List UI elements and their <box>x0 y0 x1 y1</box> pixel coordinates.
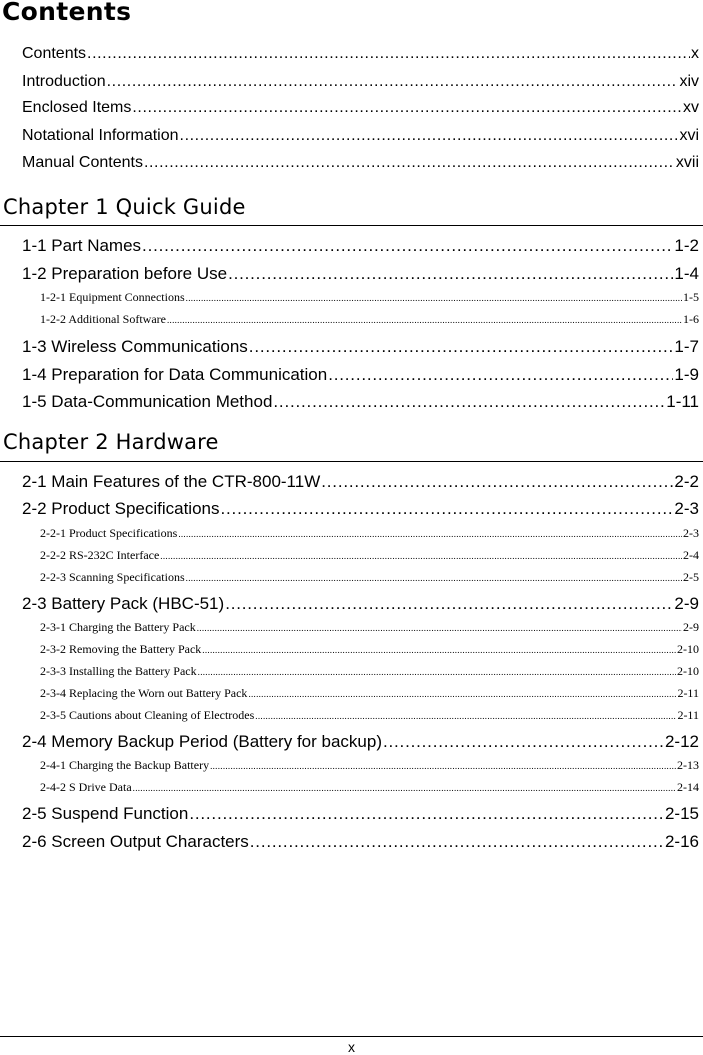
dot-leader <box>186 573 682 583</box>
dot-leader <box>255 711 676 721</box>
toc-entry-1-2-2[interactable]: 1-2-2 Additional Software ..... 1-6 <box>40 312 699 328</box>
page-title: Contents <box>2 0 132 26</box>
dot-leader <box>228 264 673 284</box>
toc-entry-2-2-3[interactable]: 2-2-3 Scanning Specifications ..... 2-5 <box>40 570 699 586</box>
toc-entry-notational-information[interactable]: Notational Information ..... xvi <box>22 127 699 149</box>
dot-leader <box>178 529 682 539</box>
dot-leader <box>202 645 676 655</box>
toc-entry-1-5[interactable]: 1-5 Data-Communication Method ..... 1-11 <box>22 392 699 414</box>
toc-entry-1-1[interactable]: 1-1 Part Names ..... 1-2 <box>22 236 699 258</box>
dot-leader <box>133 783 676 793</box>
dot-leader <box>249 337 674 357</box>
toc-entry-2-3-1[interactable]: 2-3-1 Charging the Battery Pack ..... 2-9 <box>40 620 699 636</box>
toc-entry-2-3-5[interactable]: 2-3-5 Cautions about Cleaning of Electrodes ..... 2-11 <box>40 708 699 724</box>
dot-leader <box>197 623 682 633</box>
dot-leader <box>132 99 682 117</box>
dot-leader <box>250 832 664 852</box>
chapter-heading-1: Chapter 1 Quick Guide <box>3 195 246 219</box>
toc-entry-1-2-1[interactable]: 1-2-1 Equipment Connections ..... 1-5 <box>40 290 699 306</box>
dot-leader <box>144 154 675 172</box>
toc-entry-2-5[interactable]: 2-5 Suspend Function ..... 2-15 <box>22 804 699 826</box>
dot-leader <box>328 365 673 385</box>
footer-divider <box>0 1036 703 1037</box>
page-number: x <box>348 1039 355 1055</box>
dot-leader <box>198 667 676 677</box>
toc-entry-1-4[interactable]: 1-4 Preparation for Data Communication ..... 1-9 <box>22 365 699 387</box>
dot-leader <box>383 732 664 752</box>
toc-entry-2-6[interactable]: 2-6 Screen Output Characters ..... 2-16 <box>22 832 699 854</box>
toc-entry-2-4-2[interactable]: 2-4-2 S Drive Data ..... 2-14 <box>40 780 699 796</box>
toc-entry-2-2[interactable]: 2-2 Product Specifications ..... 2-3 <box>22 499 699 521</box>
chapter-divider <box>0 461 703 462</box>
toc-entry-2-3-4[interactable]: 2-3-4 Replacing the Worn out Battery Pack ..... 2-11 <box>40 686 699 702</box>
toc-entry-2-4-1[interactable]: 2-4-1 Charging the Backup Battery ..... 2-13 <box>40 758 699 774</box>
toc-entry-1-2[interactable]: 1-2 Preparation before Use ..... 1-4 <box>22 264 699 286</box>
chapter-heading-2: Chapter 2 Hardware <box>3 430 219 454</box>
dot-leader <box>180 127 679 145</box>
toc-entry-2-2-1[interactable]: 2-2-1 Product Specifications ..... 2-3 <box>40 526 699 542</box>
toc-entry-2-4[interactable]: 2-4 Memory Backup Period (Battery for backup) ..... 2-12 <box>22 732 699 754</box>
toc-entry-2-2-2[interactable]: 2-2-2 RS-232C Interface ..... 2-4 <box>40 548 699 564</box>
dot-leader <box>221 499 674 519</box>
dot-leader <box>160 551 682 561</box>
chapter-divider <box>0 225 703 226</box>
toc-entry-1-3[interactable]: 1-3 Wireless Communications ..... 1-7 <box>22 337 699 359</box>
toc-entry-2-3-3[interactable]: 2-3-3 Installing the Battery Pack ..... 2-10 <box>40 664 699 680</box>
toc-entry-enclosed-items[interactable]: Enclosed Items ..... xv <box>22 99 699 121</box>
toc-entry-2-3[interactable]: 2-3 Battery Pack (HBC-51) ..... 2-9 <box>22 594 699 616</box>
dot-leader <box>87 45 690 63</box>
toc-entry-manual-contents[interactable]: Manual Contents ..... xvii <box>22 154 699 176</box>
dot-leader <box>273 392 665 412</box>
dot-leader <box>167 315 682 325</box>
dot-leader <box>186 293 682 303</box>
dot-leader <box>107 73 679 91</box>
toc-entry-2-3-2[interactable]: 2-3-2 Removing the Battery Pack ..... 2-10 <box>40 642 699 658</box>
toc-entry-2-1[interactable]: 2-1 Main Features of the CTR-800-11W ..... 2-2 <box>22 472 699 494</box>
dot-leader <box>142 236 673 256</box>
dot-leader <box>225 594 673 614</box>
dot-leader <box>321 472 673 492</box>
toc-entry-introduction[interactable]: Introduction ..... xiv <box>22 73 699 95</box>
dot-leader <box>189 804 664 824</box>
toc-entry-contents[interactable]: Contents ..... x <box>22 45 699 67</box>
dot-leader <box>248 689 676 699</box>
dot-leader <box>210 761 676 771</box>
